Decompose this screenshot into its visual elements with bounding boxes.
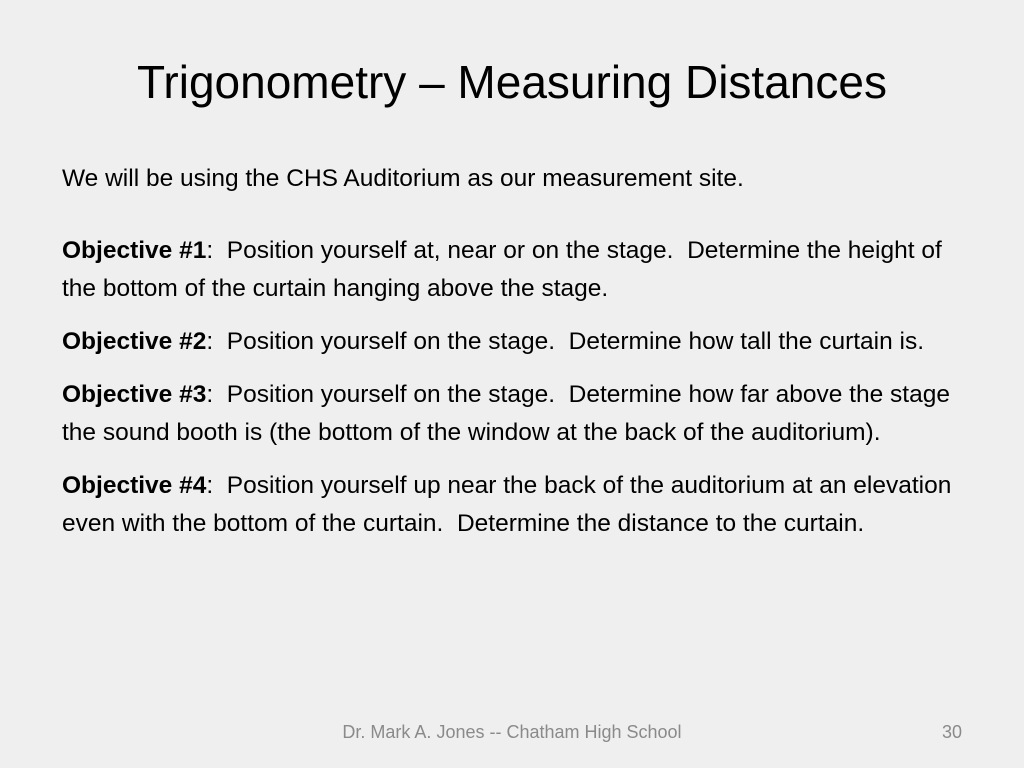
objective-2-text: Position yourself on the stage. Determine how tall the curtain is.	[213, 328, 925, 355]
objective-4-text: Position yourself up near the back of the auditorium at an elevation even with the bottom of the curtain. Determine the distance to the curtain.	[62, 472, 959, 537]
objective-1	[62, 232, 962, 308]
objective-3	[62, 376, 962, 452]
objective-4	[62, 467, 962, 543]
objective-1-separator: :	[206, 237, 214, 264]
objective-1-label: Objective #1	[62, 237, 207, 264]
slide-title: Trigonometry – Measuring Distances	[137, 56, 887, 108]
objective-3-separator: :	[206, 381, 214, 408]
objective-3-label: Objective #3	[62, 381, 207, 408]
page-number: 30	[941, 722, 962, 742]
objective-2-separator: :	[206, 328, 214, 355]
slide-body	[62, 160, 962, 558]
objective-3-text: Position yourself on the stage. Determine how far above the stage the sound booth is (the bottom of the window at the back of the auditorium).	[62, 381, 957, 446]
objective-4-separator: :	[206, 472, 214, 499]
objective-2-label: Objective #2	[62, 328, 207, 355]
objective-4-label: Objective #4	[62, 472, 207, 499]
objective-2	[62, 323, 962, 361]
slide-footer: Dr. Mark A. Jones -- Chatham High School	[342, 722, 682, 742]
objective-1-text: Position yourself at, near or on the stage. Determine the height of the bottom of the curtain hanging above the stage.	[62, 237, 949, 302]
intro-text: We will be using the CHS Auditorium as our measurement site.	[62, 165, 744, 192]
